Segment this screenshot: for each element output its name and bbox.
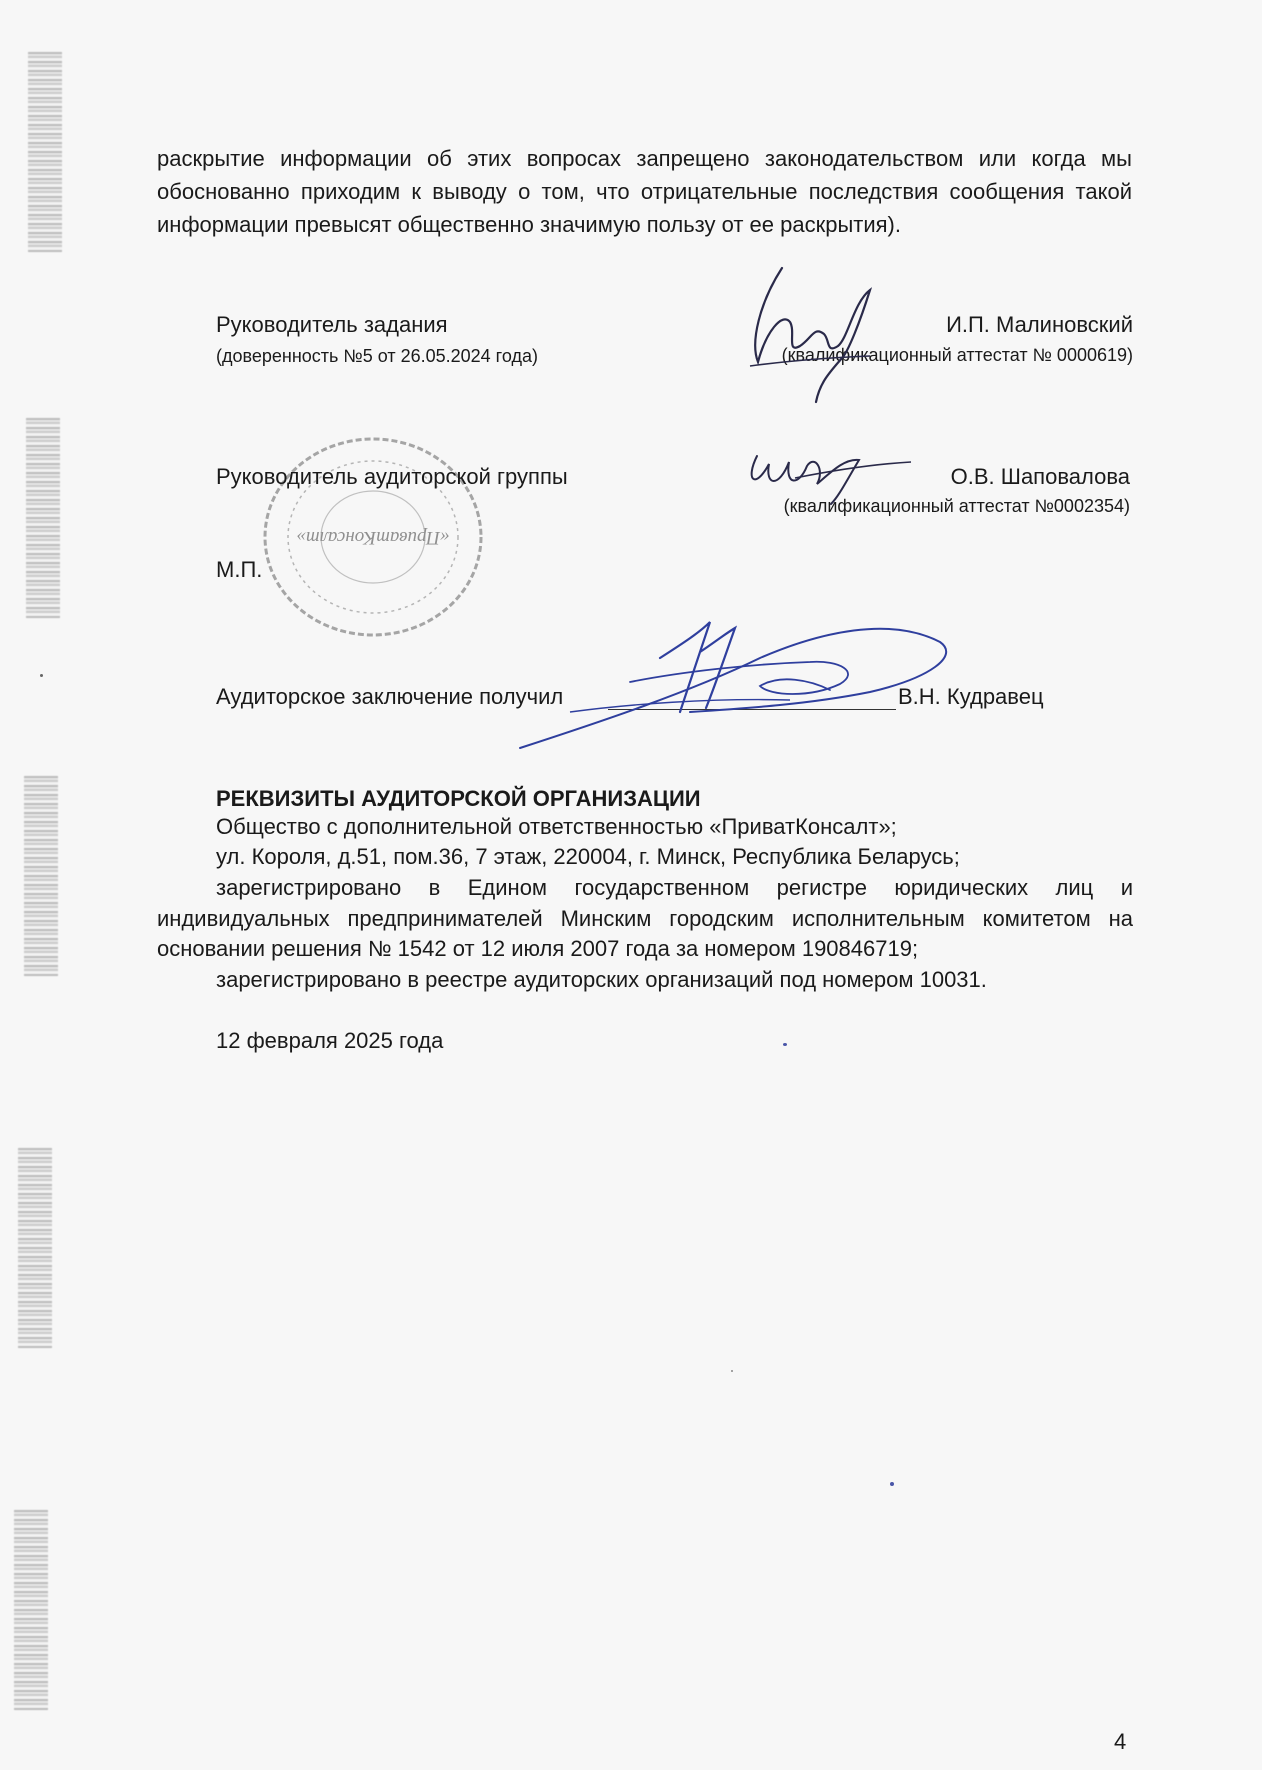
seal-text: «ПриватКонсалт» (296, 527, 450, 548)
intro-paragraph: раскрытие информации об этих вопросах запрещено законодательством или когда мы обоснованно приходим к выводу о том, что отрицательные последствия сообщения такой информации превысят общественно значимую пользу от ее раскрытия). (157, 146, 1132, 237)
requisites-heading: РЕКВИЗИТЫ АУДИТОРСКОЙ ОРГАНИЗАЦИИ (216, 786, 701, 811)
engagement-leader-role: Руководитель задания (216, 312, 448, 337)
scan-speck (40, 674, 43, 677)
requisites-registration-line1: зарегистрировано в Едином государственном регистре юридических лиц и (216, 875, 1133, 900)
receiver-name: В.Н. Кудравец (898, 684, 1044, 709)
receiver-label: Аудиторское заключение получил (216, 684, 564, 709)
scan-speck (890, 1482, 894, 1486)
scan-artifact-strip (28, 52, 62, 252)
scan-artifact-strip (14, 1510, 48, 1710)
report-date: 12 февраля 2025 года (216, 1028, 444, 1053)
page-number: 4 (1114, 1729, 1127, 1754)
audit-group-leader-certificate: (квалификационный аттестат №0002354) (783, 496, 1130, 516)
scan-speck (783, 1043, 787, 1046)
seal-label: М.П. (216, 557, 263, 582)
scan-speck (731, 1370, 733, 1372)
requisites-audit-registry: зарегистрировано в реестре аудиторских организаций под номером 10031. (216, 967, 987, 992)
engagement-leader-name: И.П. Малиновский (946, 312, 1133, 337)
signature-shapovalova (735, 440, 915, 510)
scan-artifact-strip (26, 418, 60, 618)
engagement-leader-certificate: (квалификационный аттестат № 0000619) (781, 345, 1133, 365)
requisites-registration-line2: индивидуальных предпринимателей Минским городским исполнительным комитетом на (157, 906, 1133, 931)
audit-group-leader-role: Руководитель аудиторской группы (216, 464, 568, 489)
signature-kudravets (510, 612, 960, 762)
signature-malinovsky (720, 262, 890, 412)
engagement-leader-note: (доверенность №5 от 26.05.2024 года) (216, 346, 538, 366)
audit-group-leader-name: О.В. Шаповалова (950, 464, 1130, 489)
requisites-company: Общество с дополнительной ответственностью «ПриватКонсалт»; (216, 814, 897, 839)
scan-artifact-strip (18, 1148, 52, 1348)
requisites-address: ул. Короля, д.51, пом.36, 7 этаж, 220004, г. Минск, Республика Беларусь; (216, 844, 960, 869)
requisites-registration-line3: основании решения № 1542 от 12 июля 2007 года за номером 190846719; (157, 936, 919, 961)
scan-artifact-strip (24, 776, 58, 976)
